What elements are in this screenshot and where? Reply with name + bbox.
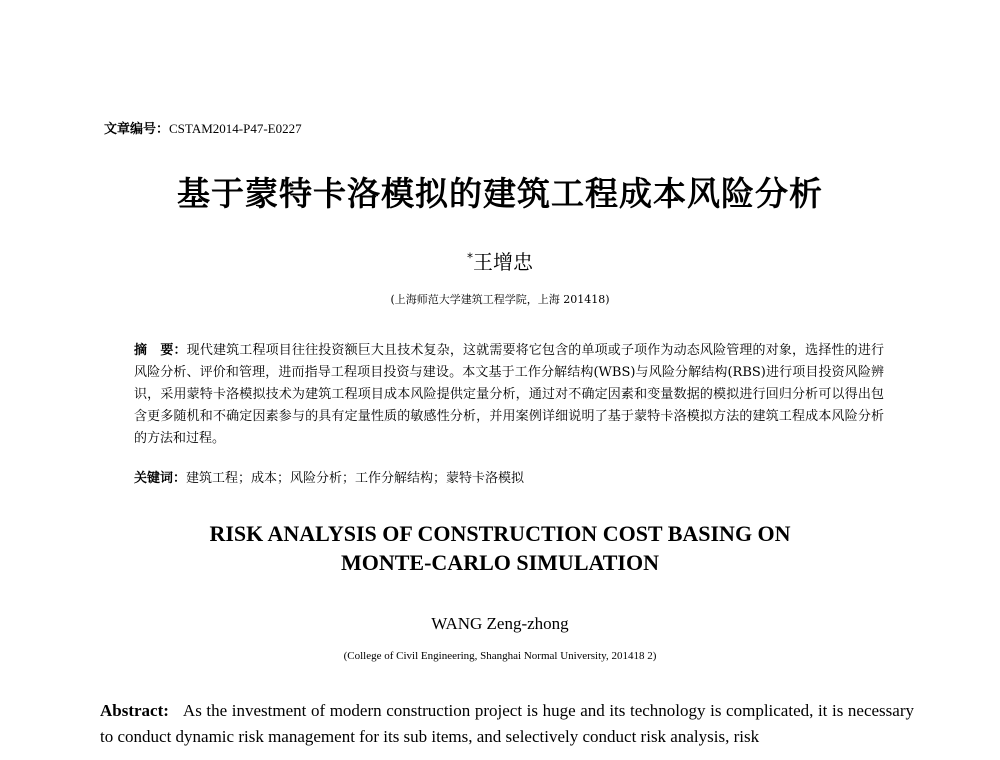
chinese-keywords-text: 建筑工程；成本；风险分析；工作分解结构；蒙特卡洛模拟 (186, 471, 525, 486)
english-title-line-2: MONTE-CARLO SIMULATION (340, 550, 659, 575)
chinese-keywords (134, 468, 884, 490)
chinese-title: 基于蒙特卡洛模拟的建筑工程成本风险分析 (177, 174, 823, 213)
article-id-value: CSTAM2014-P47-E0227 (169, 121, 302, 136)
chinese-keywords-label: 关键词： (134, 471, 187, 486)
article-id-label: 文章编号： (104, 122, 170, 137)
chinese-abstract-label: 摘 要： (134, 343, 187, 358)
chinese-abstract-text: 现代建筑工程项目往往投资额巨大且技术复杂，这就需要将它包含的单项或子项作为动态风险管理的对象，选择性的进行风险分析、评价和管理，进而指导工程项目投资与建设。本文基于工作分解结构(WBS)与风险分解结构(RBS)进行项目投资风险辨识，采用蒙特卡洛模拟技术为建筑工程项目成本风险提供定量分析，通过对不确定因素和变量数据的模拟进行回归分析可以得出包含更多随机和不确定因素参与的具有定量性质的敏感性分析，并用案例详细说明了基于蒙特卡洛模拟方法的建筑工程成本风险分析的方法和过程。 (134, 343, 884, 446)
chinese-author-name: 王增忠 (473, 250, 533, 274)
english-abstract-label: Abstract: (100, 701, 169, 720)
english-affiliation: (College of Civil Engineering, Shanghai Normal University, 201418 2) (343, 650, 657, 662)
english-abstract-text: As the investment of modern construction project is huge and its technology is complicated, it is necessary to conduct dynamic risk management for its sub items, and selectively conduct risk analysis, risk (100, 701, 914, 746)
chinese-affiliation: (上海师范大学建筑工程学院，上海 201418) (390, 293, 610, 306)
chinese-author (0, 246, 1000, 275)
chinese-abstract (134, 340, 884, 450)
article-id (104, 118, 302, 137)
english-title-line-1: RISK ANALYSIS OF CONSTRUCTION COST BASING ON (209, 521, 791, 546)
english-author: WANG Zeng-zhong (431, 614, 569, 633)
author-mark: * (467, 250, 473, 265)
english-title (0, 519, 1000, 577)
english-abstract (100, 698, 914, 750)
